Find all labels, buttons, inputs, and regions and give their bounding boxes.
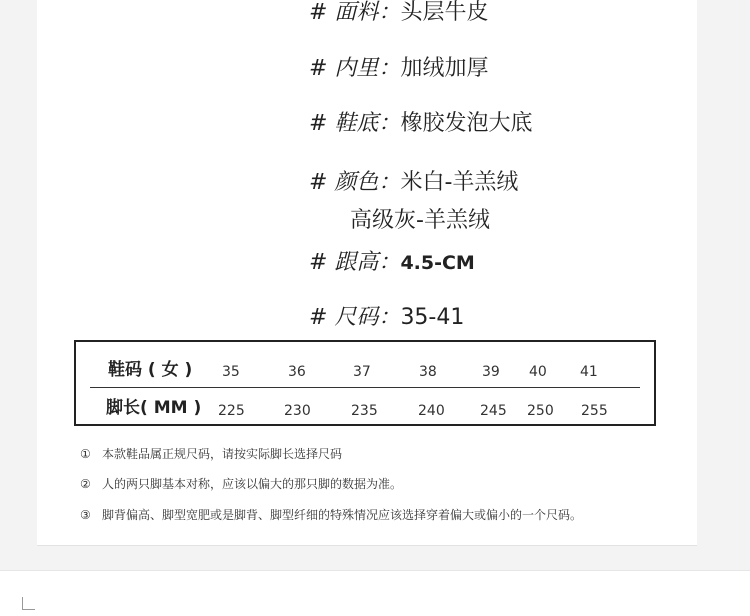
note-number: ③ [80, 508, 91, 522]
size-cell: 37 [353, 364, 371, 380]
spec-color-value: 米白-羊羔绒 [400, 170, 519, 195]
note-text: 脚背偏高、脚型宽肥或是脚背、脚型纤细的特殊情况应该选择穿着偏大或偏小的一个尺码。 [102, 508, 583, 522]
note-text: 人的两只脚基本对称，应该以偏大的那只脚的数据为准。 [102, 477, 403, 491]
length-cell: 250 [527, 403, 554, 419]
note-item [80, 476, 402, 492]
spec-heel-height-value: 4.5-CM [400, 252, 475, 274]
spec-sole-value: 橡胶发泡大底 [400, 111, 533, 136]
length-cell: 230 [284, 403, 311, 419]
length-row-label: 脚长( MM ) [106, 398, 202, 418]
length-cell: 235 [351, 403, 378, 419]
spec-heel-height-key: # 跟高： [309, 250, 401, 275]
table-divider [90, 387, 640, 388]
spec-color-key: # 颜色： [309, 170, 401, 195]
spec-lining-key: # 内里： [309, 56, 401, 81]
note-number: ② [80, 477, 91, 491]
spec-sole [309, 111, 532, 137]
size-cell: 38 [419, 364, 437, 380]
spec-sole-key: # 鞋底： [309, 111, 401, 136]
size-cell: 39 [482, 364, 500, 380]
size-cell: 40 [529, 364, 547, 380]
spec-color-continuation: 高级灰-羊羔绒 [350, 208, 490, 233]
length-cell: 225 [218, 403, 245, 419]
note-text: 本款鞋品属正规尺码，请按实际脚长选择尺码 [102, 447, 343, 461]
size-cell: 35 [222, 364, 240, 380]
size-cell: 36 [288, 364, 306, 380]
spec-lining-value: 加绒加厚 [400, 56, 489, 81]
length-cell: 255 [581, 403, 608, 419]
product-detail-card [37, 0, 697, 546]
size-chart-table [74, 340, 656, 426]
spec-material-value: 头层牛皮 [400, 0, 489, 25]
spec-material-key: # 面料： [309, 0, 401, 25]
spec-lining [309, 56, 488, 82]
spec-heel-height [309, 250, 475, 276]
note-item [80, 507, 582, 523]
corner-bracket-icon [22, 597, 35, 610]
spec-material [309, 0, 488, 26]
note-item [80, 446, 342, 462]
length-cell: 245 [480, 403, 507, 419]
spec-color [309, 170, 518, 196]
length-cell: 240 [418, 403, 445, 419]
spec-size-range-key: # 尺码： [309, 305, 401, 330]
size-cell: 41 [580, 364, 598, 380]
note-number: ① [80, 447, 91, 461]
size-row-label: 鞋码 ( 女 ) [108, 360, 193, 380]
spec-size-range [309, 305, 464, 331]
spec-size-range-value: 35-41 [400, 305, 465, 330]
lower-page-area [0, 570, 750, 616]
